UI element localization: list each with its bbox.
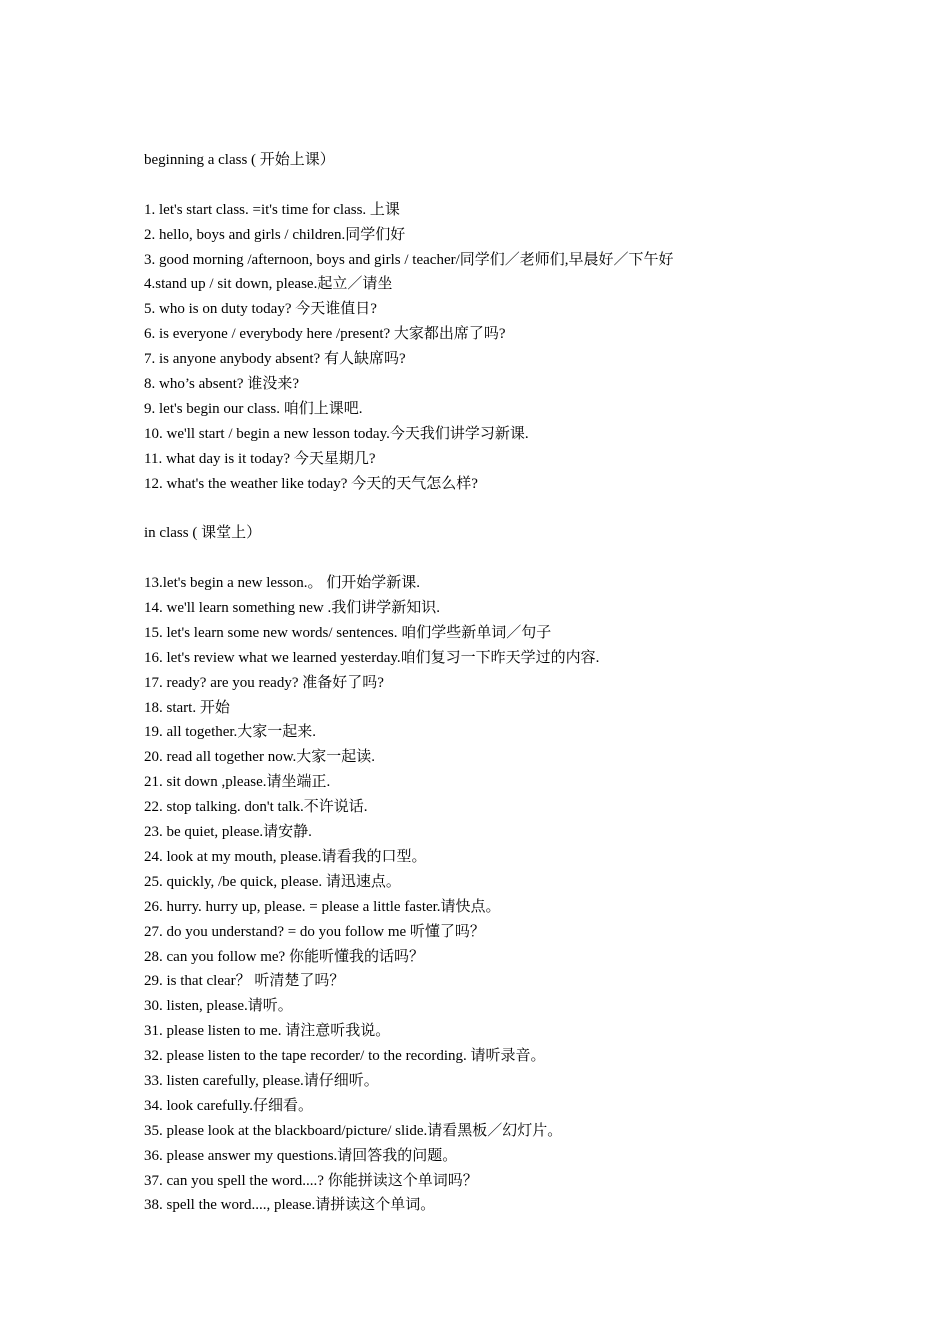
list-item: 4.stand up / sit down, please.起立／请坐 — [144, 276, 393, 293]
list-item: 30. listen, please.请听。 — [144, 998, 293, 1015]
list-item: 16. let's review what we learned yesterday.咱们复习一下昨天学过的内容. — [144, 649, 600, 666]
list-item: 5. who is on duty today? 今天谁值日? — [144, 301, 377, 318]
list-item: 25. quickly, /be quick, please. 请迅速点。 — [144, 873, 401, 890]
list-item: 20. read all together now.大家一起读. — [144, 749, 376, 766]
list-item: 8. who’s absent? 谁没来? — [144, 376, 299, 393]
list-item: 31. please listen to me. 请注意听我说。 — [144, 1023, 391, 1040]
list-item: 23. be quiet, please.请安静. — [144, 824, 312, 841]
list-item: 36. please answer my questions.请回答我的问题。 — [144, 1147, 458, 1164]
list-item: 15. let's learn some new words/ sentences. 咱们学些新单词／句子 — [144, 624, 552, 641]
list-item: 35. please look at the blackboard/picture/ slide.请看黑板／幻灯片。 — [144, 1122, 563, 1139]
list-item: 12. what's the weather like today? 今天的天气怎么样? — [144, 475, 478, 492]
list-item: 1. let's start class. =it's time for class. 上课 — [144, 201, 400, 218]
list-item: 9. let's begin our class. 咱们上课吧. — [144, 400, 363, 417]
list-item: 27. do you understand? = do you follow me 听懂了吗？ — [144, 923, 485, 940]
spacer — [144, 173, 924, 198]
list-item: 29. is that clear？ 听清楚了吗？ — [144, 973, 345, 990]
list-item: 11. what day is it today? 今天星期几? — [144, 450, 376, 467]
list-item: 22. stop talking. don't talk.不许说话. — [144, 799, 368, 816]
list-item: 26. hurry. hurry up, please. = please a little faster.请快点。 — [144, 898, 501, 915]
list-item: 13.let's begin a new lesson.。 们开始学新课. — [144, 575, 421, 592]
spacer — [144, 546, 924, 571]
list-item: 28. can you follow me? 你能听懂我的话吗？ — [144, 948, 424, 965]
list-item: 37. can you spell the word....? 你能拼读这个单词吗？ — [144, 1172, 478, 1189]
list-item: 14. we'll learn something new .我们讲学新知识. — [144, 600, 440, 617]
list-item: 6. is everyone / everybody here /present? 大家都出席了吗? — [144, 326, 506, 343]
list-item: 34. look carefully.仔细看。 — [144, 1097, 313, 1114]
list-item: 33. listen carefully, please.请仔细听。 — [144, 1072, 379, 1089]
list-item: 19. all together.大家一起来. — [144, 724, 317, 741]
list-item: 10. we'll start / begin a new lesson today.今天我们讲学习新课. — [144, 425, 529, 442]
list-item: 24. look at my mouth, please.请看我的口型。 — [144, 848, 427, 865]
section-heading-in-class: in class ( 课堂上） — [144, 525, 262, 542]
list-item: 7. is anyone anybody absent? 有人缺席吗? — [144, 351, 406, 368]
section-heading-beginning: beginning a class ( 开始上课） — [144, 152, 335, 168]
list-item: 18. start. 开始 — [144, 699, 230, 716]
spacer — [144, 496, 924, 521]
phrase-list-in-class — [144, 571, 924, 1218]
list-item: 17. ready? are you ready? 准备好了吗? — [144, 674, 384, 691]
list-item: 3. good morning /afternoon, boys and girls / teacher/同学们／老师们,早晨好／下午好 — [144, 251, 674, 268]
list-item: 32. please listen to the tape recorder/ to the recording. 请听录音。 — [144, 1048, 546, 1065]
document-page — [144, 148, 924, 1218]
list-item: 2. hello, boys and girls / children.同学们好 — [144, 226, 406, 243]
list-item: 21. sit down ,please.请坐端正. — [144, 774, 331, 791]
list-item: 38. spell the word...., please.请拼读这个单词。 — [144, 1197, 436, 1214]
phrase-list-beginning — [144, 198, 924, 497]
